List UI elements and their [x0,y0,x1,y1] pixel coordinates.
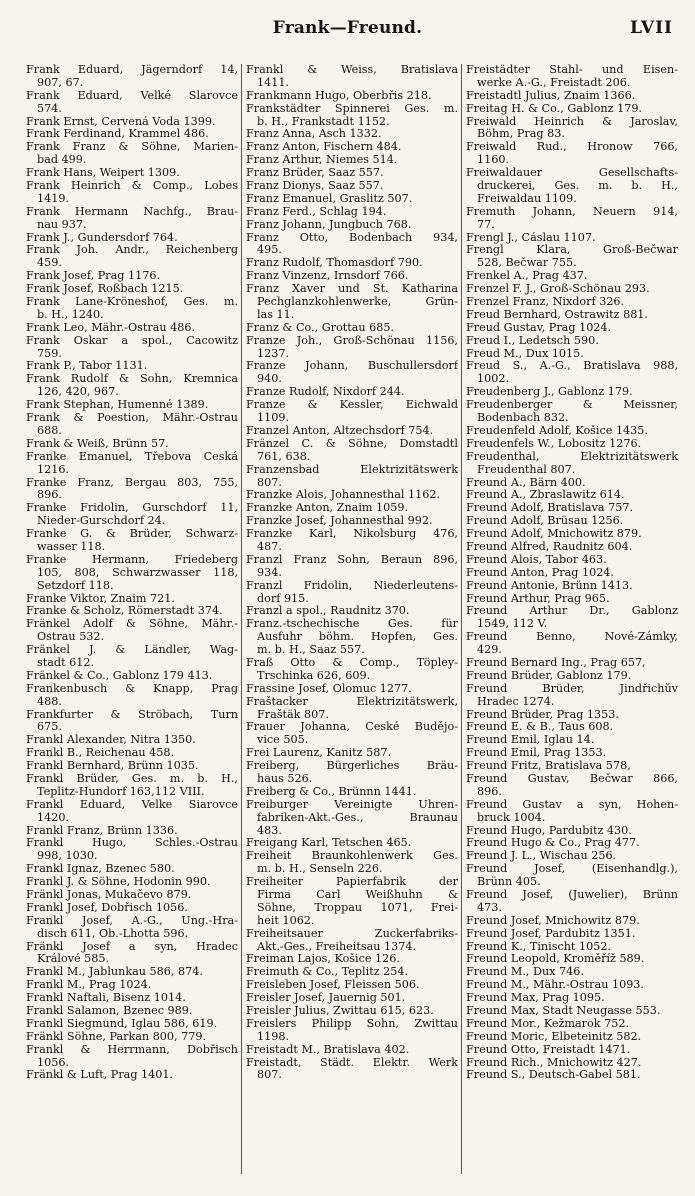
directory-line: Frassine Josef, Olomuc 1277. [246,682,412,695]
directory-line: Freudenthal 807. [477,463,576,476]
directory-line: Franze Johann, Buschullersdorf [246,360,458,373]
directory-line: 688. [37,424,62,437]
directory-line: 1109. [257,412,290,425]
directory-body [26,64,680,1184]
directory-line: heit 1062. [257,914,315,927]
directory-line: Freudenthal, Elektrizitätswerk [466,450,678,463]
directory-line: Freund K., Tinischt 1052. [466,940,612,953]
directory-line: vice 505. [257,734,309,747]
directory-line: 528, Bečwar 755. [477,257,577,270]
directory-line: Franzke Alois, Johannesthal 1162. [246,489,441,502]
directory-line: Frank Josef, Roßbach 1215. [26,283,184,296]
directory-line: Freund Josef, Mnichowitz 879. [466,914,640,927]
directory-line: Frankl M., Prag 1024. [26,979,152,992]
directory-line: fabriken-Akt.-Ges., Braunau [257,811,458,824]
directory-line: Fraß Otto & Comp., Töpley- [246,656,458,669]
directory-line: Freudenfeld Adolf, Košice 1435. [466,424,648,437]
directory-line: dorf 915. [257,592,309,605]
directory-line: Frengl J., Čáslau 1107. [466,231,596,244]
directory-line: Freund Bernard Ing., Prag 657, [466,656,646,669]
directory-line: Franzl Franz Sohn, Beraun 896, [246,553,458,566]
directory-line: Fränkel J. & Ländler, Wag- [26,644,238,657]
directory-line: Freistädter Stahl- und Eisen- [466,64,678,76]
directory-line: Bodenbach 832. [477,412,569,425]
directory-line: Frank Lane-Kröneshof, Ges. m. [26,296,238,309]
directory-line: Franke Emanuel, Třebova Česká [26,450,238,463]
directory-line: Freund Adolf, Mnichowitz 879. [466,528,642,541]
directory-line: 675. [37,721,62,734]
directory-line: Frank & Weiß, Brünn 57. [26,437,169,450]
directory-line: Franzke Karl, Nikolsburg 476, [246,528,458,541]
directory-line: Frank Eduard, Velké Šlarovce [26,89,238,102]
directory-line: Frankl & Herrmann, Dobřisch [26,1043,238,1056]
directory-line: Frankl B., Reichenau 458. [26,747,175,760]
directory-line: Nieder-Gurschdorf 24. [37,515,166,528]
directory-line: Franke Fridolin, Gurschdorf 11, [26,502,238,515]
directory-line: Fraštacker Elektrizitätswerk, [246,695,458,708]
directory-line: Franzl Fridolin, Niederleutens- [246,579,458,592]
directory-line: bad 499. [37,154,87,167]
directory-line: Freund Brüder, Prag 1353. [466,708,619,721]
directory-line: Franzel Anton, Altzechsdorf 754. [246,424,434,437]
directory-line: Frankl Josef, Dobřisch 1056. [26,901,188,914]
directory-line: 487. [257,540,282,553]
directory-line: Frank Stephan, Humenné 1389. [26,399,209,412]
directory-line: Frauer Johanna, České Budějo- [246,721,458,734]
directory-line: Frankenbusch & Knapp, Prag [26,682,238,695]
directory-line: Franz Anna, Asch 1332. [246,128,382,141]
directory-column-3 [466,64,678,1184]
directory-line: Freud Bernhard, Ostrawitz 881. [466,308,648,321]
directory-column-1 [26,64,238,1184]
directory-line: Fränkl Josef a syn, Hradec [26,940,238,953]
directory-line: Freund Max, Prag 1095. [466,992,605,1005]
directory-line: 488. [37,695,62,708]
directory-line: Trschinka 626, 609. [257,669,371,682]
directory-line: Freiwald Heinrich & Jaroslav, [466,115,678,128]
directory-line: Franzke Anton, Znaim 1059. [246,502,409,515]
directory-line: Freund A., Zbraslawitz 614. [466,489,625,502]
directory-line: Franz Anton, Fischern 484. [246,141,402,154]
directory-line: Frank Hans, Weipert 1309. [26,167,180,180]
directory-line: 1002. [477,373,510,386]
directory-line: Frankl Josef, A.-G., Ung.-Hra- [26,914,238,927]
directory-line: m. b. H., Senseln 226. [257,863,383,876]
directory-line: 483. [257,824,282,837]
directory-line: Brünn 405. [477,876,541,889]
directory-line: Freud I., Ledetsch 590. [466,334,599,347]
directory-line: Frankl Bernhard, Brünn 1035. [26,760,199,773]
directory-line: Freund Fritz, Bratislava 578, [466,760,631,773]
directory-line: Fränkl Jonas, Mukačevo 879. [26,889,192,901]
directory-line: 1237. [257,347,290,360]
directory-line: Frankl Naftali, Bisenz 1014. [26,992,186,1005]
directory-line: Setzdorf 118. [37,579,114,592]
directory-line: Fränkel & Co., Gablonz 179 413. [26,669,213,682]
directory-line: Franze & Kessler, Eichwald [246,399,458,412]
page-number: LVII [629,18,673,38]
directory-line: 896. [477,785,502,798]
column-divider [461,64,462,1174]
directory-line: 1056. [37,1056,70,1069]
directory-line: m. b. H., Saaz 557. [257,644,365,657]
directory-line: Freund Otto, Freistadt 1471. [466,1043,631,1056]
directory-line: Frankfurter & Ströbach, Turn [26,708,238,721]
directory-line: 761, 638. [257,450,311,463]
directory-line: Freund S., Deutsch-Gabel 581. [466,1069,641,1082]
directory-line: Franze Joh., Groß-Schönau 1156, [246,334,458,347]
directory-line: 940. [257,373,282,386]
directory-line: Fränzel C. & Söhne, Domstadtl [246,437,458,450]
directory-line: Teplitz-Hundorf 163,112 VIII. [37,785,205,798]
directory-line: Freund Arthur, Prag 965. [466,592,610,605]
directory-line: Franz.-tschechische Ges. für [246,618,458,631]
directory-line: 126, 420, 967. [37,386,119,399]
directory-line: Frenkel A., Prag 437. [466,270,588,283]
directory-line: Freudenberg J., Gablonz 179. [466,386,633,399]
directory-line: Frankl Salamon, Bzenec 989. [26,1005,193,1018]
directory-line: Králové 585. [37,953,110,966]
directory-line: Freund Adolf, Brüsau 1256. [466,515,624,528]
directory-line: 1216. [37,463,70,476]
directory-line: Frank Josef, Prag 1176. [26,270,161,283]
directory-line: 896. [37,489,62,502]
directory-line: 759. [37,347,62,360]
directory-line: Freund Emil, Prag 1353. [466,747,607,760]
directory-line: Frei Laurenz, Kanitz 587. [246,747,392,760]
directory-line: Freund Leopold, Kroměříž 589. [466,953,645,966]
directory-line: Freiheiter Papierfabrik der [246,876,458,889]
page-header [0,18,695,46]
directory-line: Franzl a spol., Raudnitz 370. [246,605,410,618]
directory-line: Freund Josef, Pardubitz 1351. [466,927,636,940]
directory-line: 1411. [257,76,290,89]
directory-line: Franz Rudolf, Thomasdorf 790. [246,257,423,270]
directory-line: Freiburger Vereinigte Uhren- [246,798,458,811]
directory-line: Freiwald Rud., Hronow 766, [466,141,678,154]
directory-line: Freiheitsauer Zuckerfabriks- [246,927,458,940]
directory-line: Frank & Poestion, Mähr.-Ostrau [26,412,238,425]
directory-line: Freund Hugo, Pardubitz 430. [466,824,632,837]
directory-line: Fränkl Söhne, Parkan 800, 779. [26,1030,207,1043]
directory-line: Freund Alfred, Raudnitz 604. [466,540,633,553]
directory-line: Frank Hermann Nachfg., Brau- [26,205,238,218]
directory-line: Frankl Franz, Brünn 1336. [26,824,178,837]
directory-line: Hradec 1274. [477,695,555,708]
directory-line: 807. [257,1069,282,1082]
directory-line: Freund Emil, Iglau 14. [466,734,595,747]
directory-line: Frank Franz & Söhne, Marien- [26,141,238,154]
directory-line: 1549, 112 V. [477,618,548,631]
directory-line: 1198. [257,1030,290,1043]
directory-line: Freund Alois, Tabor 463. [466,553,607,566]
directory-line: disch 611, Ob.-Lhotta 596. [37,927,189,940]
directory-line: Frankl M., Jablunkau 586, 874. [26,966,203,979]
directory-line: 105, 808, Schwarzwasser 118, [37,566,238,579]
directory-line: Franz Vinzenz, Irnsdorf 766. [246,270,409,283]
directory-line: Frankl Eduard, Velke Siarovce [26,798,238,811]
directory-line: stadt 612. [37,656,95,669]
directory-line: Fraštäk 807. [257,708,329,721]
directory-line: Franz Ferd., Schlag 194. [246,205,387,218]
directory-line: Freisler Josef, Jauernig 501. [246,992,406,1005]
directory-line: Freudenberger & Meissner, [466,399,678,412]
directory-line: Frank Rudolf & Sohn, Kremnica [26,373,238,386]
directory-line: Frankstädter Spinnerei Ges. m. [246,102,458,115]
directory-line: Frankl Hugo, Schles.-Ostrau [26,837,238,850]
directory-line: 77. [477,218,495,231]
directory-line: Franz Emanuel, Graslitz 507. [246,192,413,205]
directory-line: Franz & Co., Grottau 685. [246,321,395,334]
directory-line: Pechglanzkohlenwerke, Grün- [257,296,458,309]
directory-line: Franzke Josef, Johannesthal 992. [246,515,433,528]
directory-line: Frank Leo, Mähr.-Ostrau 486. [26,321,196,334]
directory-line: Freund E. & B., Taus 608. [466,721,614,734]
directory-line: b. H., Frankstadt 1152. [257,115,390,128]
directory-line: las 11. [257,308,295,321]
directory-line: Frenzel Franz, Nixdorf 326. [466,296,625,309]
directory-line: Franz Arthur, Niemes 514. [246,154,398,167]
directory-line: Freistadtl Julius, Znaim 1366. [466,89,636,102]
directory-line: 998, 1030. [37,850,98,863]
directory-line: Freisler Julius, Zwittau 615, 623. [246,1005,434,1018]
directory-line: Freund Josef, (Eisenhandlg.), [466,863,678,876]
directory-line: 907, 67. [37,76,84,89]
directory-line: Frank P., Tabor 1131. [26,360,148,373]
directory-line: Freitag H. & Co., Gablonz 179. [466,102,642,115]
directory-line: wasser 118. [37,540,106,553]
directory-line: Freislers Philipp Sohn, Zwittau [246,1017,458,1030]
directory-line: Frenzel F. J., Groß-Schönau 293. [466,283,650,296]
directory-line: Freund Gustav a syn, Hohen- [466,798,678,811]
directory-line: Freiman Lajos, Košice 126. [246,953,400,966]
directory-line: Frank Ernst, Červená Voda 1399. [26,115,216,128]
directory-line: Freistadt M., Bratislava 402. [246,1043,410,1056]
directory-line: Freund Arthur Dr., Gablonz [466,605,678,618]
directory-column-2 [246,64,458,1184]
directory-line: Freund Adolf, Bratislava 757. [466,502,634,515]
directory-line: Frankl Brüder, Ges. m. b. H., [26,772,238,785]
directory-line: Fränkel Adolf & Söhne, Mähr.- [26,618,238,631]
directory-line: Freiberg, Bürgerliches Bräu- [246,760,458,773]
directory-line: Freund Josef, (Juwelier), Brünn [466,889,678,901]
directory-line: Franke Viktor, Znaim 721. [26,592,175,605]
directory-line: Freudenfels W., Lobositz 1276. [466,437,642,450]
directory-line: Freund Hugo & Co., Prag 477. [466,837,640,850]
directory-line: Böhm, Prag 83. [477,128,565,141]
directory-line: Freund M., Mähr.-Ostrau 1093. [466,979,644,992]
directory-line: Freund Rich., Mnichowitz 427. [466,1056,642,1069]
directory-line: Franz Otto, Bodenbach 934, [246,231,458,244]
directory-line: Freund J. L., Wischau 256. [466,850,617,863]
directory-line: Frankmann Hugo, Oberbřis 218. [246,89,432,102]
directory-line: Franke Hermann, Friedeberg [26,553,238,566]
directory-line: Freund Mor., Kežmarok 752. [466,1017,630,1030]
directory-line: Freund Benno, Nové-Zámky, [466,631,678,644]
directory-line: 1419. [37,192,70,205]
directory-line: bruck 1004. [477,811,546,824]
column-divider [241,64,242,1174]
directory-line: Söhne, Troppau 1071, Frei- [257,901,458,914]
directory-line: Franze Rudolf, Nixdorf 244. [246,386,405,399]
directory-line: Freigang Karl, Tetschen 465. [246,837,412,850]
directory-line: 1420. [37,811,70,824]
directory-line: Freimuth & Co., Teplitz 254. [246,966,409,979]
directory-line: 495. [257,244,282,257]
directory-line: 1160. [477,154,510,167]
directory-line: Akt.-Ges., Freiheitsau 1374. [257,940,417,953]
directory-line: Freistadt, Städt. Elektr. Werk [246,1056,458,1069]
directory-line: Freud M., Dux 1015. [466,347,584,360]
directory-line: 934. [257,566,282,579]
directory-line: werke A.-G., Freistadt 206. [477,76,631,89]
directory-line: 459. [37,257,62,270]
directory-line: Freund Max, Stadt Neugasse 553. [466,1005,661,1018]
directory-line: b. H., 1240. [37,308,104,321]
directory-line: Frankl Ignaz, Bzenec 580. [26,863,175,876]
directory-line: Frankl Alexander, Nitra 1350. [26,734,196,747]
directory-line: 807. [257,476,282,489]
directory-line: Franz Johann, Jungbuch 768. [246,218,412,231]
directory-line: Freiwaldau 1109. [477,192,577,205]
directory-line: Freiwaldauer Gesellschafts- [466,167,678,180]
directory-line: Freud S., A.-G., Bratislava 988, [466,360,678,373]
directory-line: Freund A., Bärn 400. [466,476,586,489]
directory-line: Frank Eduard, Jägerndorf 14, [26,64,238,76]
directory-line: druckerei, Ges. m. b. H., [477,180,678,193]
directory-line: Freund Brüder, Jindřichův [466,682,678,695]
directory-line: Freisleben Josef, Fleissen 506. [246,979,420,992]
page-title: Frank—Freund. [272,18,423,38]
directory-line: Franz Brüder, Saaz 557. [246,167,384,180]
directory-line: Franz Dionys, Saaz 557. [246,180,384,193]
directory-line: Frank J., Gundersdorf 764. [26,231,178,244]
directory-line: Freud Gustav, Prag 1024. [466,321,612,334]
directory-line: Fränkl & Luft, Prag 1401. [26,1069,174,1082]
directory-line: Franke & Scholz, Römerstadt 374. [26,605,223,618]
directory-line: Frankl Siegmund, Iglau 586, 619. [26,1017,218,1030]
directory-line: 473. [477,901,502,914]
directory-line: Frengl Klara, Groß-Bečwar [466,244,678,257]
directory-line: Frankl & Weiss, Bratislava [246,64,458,76]
directory-line: Fremuth Johann, Neuern 914, [466,205,678,218]
directory-line: nau 937. [37,218,87,231]
directory-line: Ausfuhr böhm. Hopfen, Ges. [257,631,458,644]
directory-line: Freiheit Braunkohlenwerk Ges. [246,850,458,863]
directory-line: Freund M., Dux 746. [466,966,584,979]
directory-line: Firma Carl Weißhuhn & [257,889,458,901]
directory-line: Frank Joh. Andr., Reichenberg [26,244,238,257]
directory-line: Freiberg & Co., Brünnn 1441. [246,785,417,798]
directory-line: Franke G. & Brüder, Schwarz- [26,528,238,541]
directory-line: Frank Oskar a spol., Cacowitz [26,334,238,347]
directory-line: Frank Ferdinand, Krammel 486. [26,128,209,141]
directory-line: Ostrau 532. [37,631,105,644]
directory-line: Franz Xaver und St. Katharina [246,283,458,296]
directory-line: Freund Brüder, Gablonz 179. [466,669,632,682]
directory-line: Freund Anton, Prag 1024. [466,566,614,579]
directory-line: Freund Gustav, Bečwar 866, [466,772,678,785]
directory-line: Franke Franz, Bergau 803, 755, [26,476,238,489]
directory-line: Franzensbad Elektrizitätswerk [246,463,458,476]
directory-line: Freund Antonie, Brünn 1413. [466,579,633,592]
directory-line: haus 526. [257,772,313,785]
directory-line: Frank Heinrich & Comp., Lobes [26,180,238,193]
directory-line: 429. [477,644,502,657]
directory-line: 574. [37,102,62,115]
directory-line: Freund Moric, Elbeteinitz 582. [466,1030,642,1043]
directory-line: Frankl J. & Söhne, Hodonin 990. [26,876,211,889]
